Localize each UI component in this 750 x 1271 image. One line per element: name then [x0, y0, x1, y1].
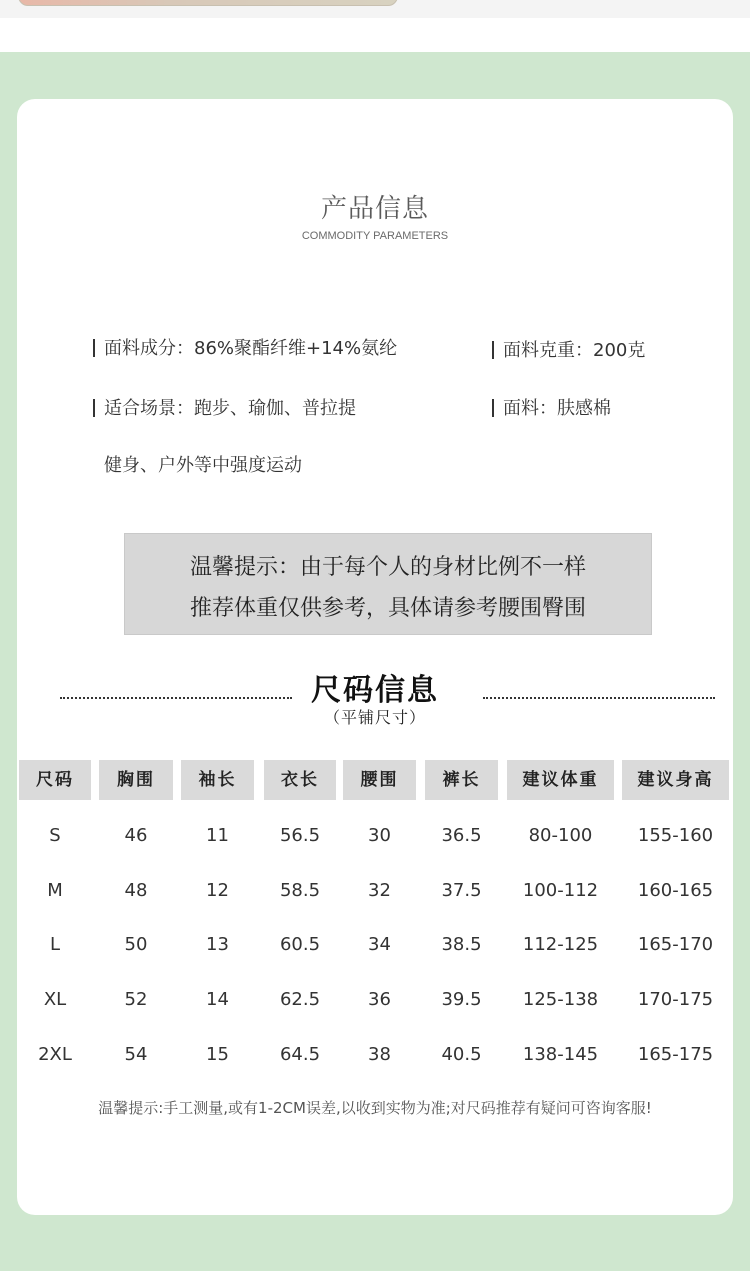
size-info-subtitle: （平铺尺寸）	[323, 708, 426, 727]
table-cell: 60.5	[279, 934, 321, 955]
table-cell: 125-138	[522, 989, 599, 1010]
table-cell: 62.5	[279, 989, 321, 1010]
table-cell: 2XL	[38, 1044, 72, 1065]
product-info-subtitle: COMMODITY PARAMETERS	[301, 230, 449, 242]
table-cell: 160-165	[637, 880, 714, 901]
param-text: 面料：肤感棉	[503, 398, 611, 419]
header-pants-length: 裤长	[425, 760, 498, 800]
table-cell: 36.5	[441, 825, 482, 846]
table-cell: 32	[368, 880, 391, 901]
table-cell: 39.5	[441, 989, 482, 1010]
notice-line-2: 推荐体重仅供参考，具体请参考腰围臀围	[189, 596, 586, 621]
table-cell: 48	[124, 880, 148, 901]
header-size: 尺码	[19, 760, 91, 800]
table-cell: 40.5	[441, 1044, 482, 1065]
size-info-title: 尺码信息	[311, 673, 439, 708]
table-cell: 58.5	[279, 880, 321, 901]
table-cell: 112-125	[522, 934, 599, 955]
table-cell: M	[47, 880, 63, 901]
table-cell: 138-145	[522, 1044, 599, 1065]
table-cell: 14	[206, 989, 229, 1010]
table-cell: 54	[124, 1044, 148, 1065]
header-chest: 胸围	[99, 760, 173, 800]
table-cell: 11	[206, 825, 229, 846]
size-footnote: 温馨提示:手工测量,或有1-2CM误差,以收到实物为准;对尺码推荐有疑问可咨询客服!	[98, 1099, 652, 1117]
param-fabric-composition	[93, 334, 397, 360]
table-cell: 38	[368, 1044, 391, 1065]
table-cell: 170-175	[637, 989, 714, 1010]
param-text: 面料克重：200克	[503, 340, 646, 361]
param-fabric	[492, 394, 611, 420]
bullet-bar	[93, 339, 95, 357]
notice-box	[124, 533, 652, 635]
table-cell: 56.5	[279, 825, 321, 846]
param-text: 面料成分：86%聚酯纤维+14%氨纶	[104, 338, 398, 359]
table-cell: 52	[124, 989, 148, 1010]
table-cell: 155-160	[637, 825, 714, 846]
product-photo-edge	[18, 0, 398, 6]
product-info-title: 产品信息	[320, 194, 429, 224]
table-cell: 15	[206, 1044, 229, 1065]
table-cell: XL	[43, 989, 67, 1010]
table-cell: 37.5	[441, 880, 482, 901]
bullet-bar	[492, 341, 494, 359]
table-cell: 80-100	[528, 825, 593, 846]
table-cell: 165-175	[637, 1044, 714, 1065]
param-fabric-weight	[492, 336, 645, 362]
param-scene	[93, 394, 356, 420]
header-height: 建议身高	[622, 760, 729, 800]
table-cell: 50	[124, 934, 148, 955]
table-cell: S	[49, 825, 61, 846]
table-cell: L	[49, 934, 61, 955]
header-waist: 腰围	[343, 760, 416, 800]
notice-line-1: 温馨提示：由于每个人的身材比例不一样	[189, 555, 586, 580]
bullet-bar	[93, 399, 95, 417]
table-cell: 12	[206, 880, 229, 901]
table-cell: 34	[368, 934, 391, 955]
table-cell: 46	[124, 825, 148, 846]
table-cell: 38.5	[441, 934, 482, 955]
param-scene-continued: 健身、户外等中强度运动	[104, 455, 302, 476]
table-cell: 64.5	[279, 1044, 321, 1065]
table-cell: 30	[368, 825, 391, 846]
header-weight: 建议体重	[507, 760, 614, 800]
bullet-bar	[492, 399, 494, 417]
table-cell: 13	[206, 934, 229, 955]
table-cell: 36	[368, 989, 391, 1010]
table-cell: 165-170	[637, 934, 714, 955]
header-sleeve: 袖长	[181, 760, 254, 800]
param-text: 适合场景：跑步、瑜伽、普拉提	[104, 398, 356, 419]
table-cell: 100-112	[522, 880, 599, 901]
header-length: 衣长	[264, 760, 336, 800]
